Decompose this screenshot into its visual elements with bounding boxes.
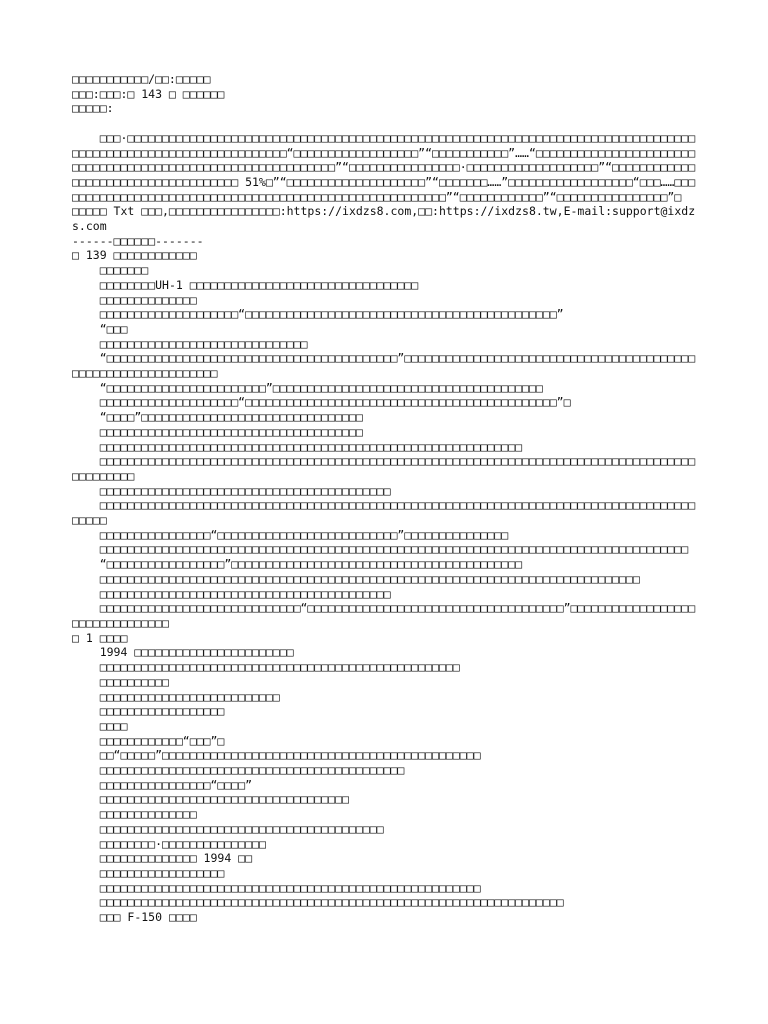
text-line: □□□□□□□□□□□□□□ <box>72 292 197 307</box>
text-line: □□□□□□□□□□□□□□□□□□□□“□□□□□□□□□□□□□□□□□□□□□□□□□□□□□□□□□□□□□□□□□□□□□”□ <box>72 395 571 410</box>
text-line: □□□□□□□□UH-1 □□□□□□□□□□□□□□□□□□□□□□□□□□□□□□□□□ <box>72 277 419 292</box>
text-line: □□□□□: <box>72 101 114 116</box>
text-line: □□□□□□□□□□□□□□ <box>72 807 197 822</box>
text-line: □□□□□□□□□□□□□□□□□□□□□□□□□□□□□□□□□□□□□□□□□□□□□□□□□□□□□□□□□□□□□□□□□□□ <box>72 895 564 910</box>
text-line: □□□□□□□□□□□□□□□□□□□□□□□□□□□□□□□□□□□□□□□□□□□□□□□□□□□□□□□□□□□□□□□□□□□□□□□□□□□□□□□□□□□□□ <box>72 542 689 557</box>
text-line: □□□□□□□□□□□□□□□□□□□□□□□□□□□□□□□□□□□□□□□□□□ <box>72 586 391 601</box>
text-line: ------□□□□□□------- <box>72 233 204 248</box>
text-line: □□□□□□□□□□□□□□□□□□□□□□□□□□□□□□□□□□□□□□□□□□□□□□□□□□□□□□□□□□□□□□□□□□□□□□□□□□□□□□□□□□□□□□□□□□□□□□□ <box>72 454 696 483</box>
text-line: □□□ F-150 □□□□ <box>72 910 197 925</box>
text-line: □□□□□□□□□□ <box>72 674 169 689</box>
text-line: □□□□□□□□□□□□□□□□□□ <box>72 865 225 880</box>
document-body <box>72 72 698 925</box>
text-line: □□□□□□□□□□□□□□□□□□□□□□□□□□□□□□□□□□□□□□□□□□□□□□□□□□□□□□□ <box>72 880 481 895</box>
text-line: “□□□□□□□□□□□□□□□□□□□□□□□”□□□□□□□□□□□□□□□□□□□□□□□□□□□□□□□□□□□□□□□ <box>72 380 543 395</box>
text-line: □□□□□□□□·□□□□□□□□□□□□□□□ <box>72 836 266 851</box>
text-line: □□□□□□□□□□□□□□□□□□□□□□□□□□□□□□□□□□□□□□□□□□□□□□□□□□□□□□□□□□□□□ <box>72 439 523 454</box>
text-line: □□□□□□□□□□□/□□:□□□□□ <box>72 72 211 86</box>
text-line: □□□□□□□□□□□□“□□□”□ <box>72 733 225 748</box>
text-line: □□□□ <box>72 718 128 733</box>
text-line: □□□:□□□:□ 143 □ □□□□□□ <box>72 86 225 101</box>
text-line: □□□□□□□□□□□□□□□□□□□□□□□□□□□□□□□□□□□□□□ <box>72 424 363 439</box>
text-line: □□□□□□□□□□□□□□□□□□□□□□□□□□□□□□□□□□□□□□□□□ <box>72 821 384 836</box>
text-line: □□□□□ Txt □□□,□□□□□□□□□□□□□□□□:https://ixdzs8.com,□□:https://ixdzs8.tw,E-mail:support@ixdzs.com <box>72 204 696 234</box>
text-line: □□□□□□□□□□□□□□□□□□□□□□□□□□□□□□□□□□□□□□□□□□□□□□□□□□□□ <box>72 660 460 675</box>
text-line: □□□□□□□□□□□□□□□□□□□□□□□□□□□□□□□□□□□□□□□□□□□□□□□□□□□□□□□□□□□□□□□□□□□□□□□□□□□□□□□□□□□□□□□□□□□ <box>72 498 696 528</box>
text-line: “□□□□□□□□□□□□□□□□□”□□□□□□□□□□□□□□□□□□□□□□□□□□□□□□□□□□□□□□□□□□ <box>72 557 523 572</box>
text-line: □ 1 □□□□ <box>72 630 128 645</box>
text-line: □□□□□□□□□□□□□□ 1994 □□ <box>72 851 253 866</box>
text-line: “□□□□□□□□□□□□□□□□□□□□□□□□□□□□□□□□□□□□□□□□□□”□□□□□□□□□□□□□□□□□□□□□□□□□□□□□□□□□□□□□□□□□□□□□□□□□□□□□□□□□□□□□□□ <box>72 351 696 381</box>
text-line: □□□□□□□□□□□□□□□□□□□□□□□□□□ <box>72 689 280 704</box>
text-line: □□□□□□□□□□□□□□□□□□□□□□□□□□□□□□□□□□□□ <box>72 792 349 807</box>
text-line: 1994 □□□□□□□□□□□□□□□□□□□□□□□ <box>72 645 294 660</box>
text-line: “□□□□”□□□□□□□□□□□□□□□□□□□□□□□□□□□□□□□□ <box>72 410 363 425</box>
text-line: □□□□□□□□□□□□□□□□□□□□□□□□□□□□□□□□□□□□□□□□□□□□□□□□□□□□□□□□□□□□□□□□□□□□□□□□□□□□□□ <box>72 571 640 586</box>
text-line: □□□□□□□ <box>72 263 149 278</box>
text-line <box>72 116 698 131</box>
text-line: □□□□□□□□□□□□□□□□□□ <box>72 704 225 719</box>
text-line: □□“□□□□□”□□□□□□□□□□□□□□□□□□□□□□□□□□□□□□□□□□□□□□□□□□□□□□ <box>72 748 481 763</box>
text-line: □□□□□□□□□□□□□□□□“□□□□□□□□□□□□□□□□□□□□□□□□□□”□□□□□□□□□□□□□□□ <box>72 527 509 542</box>
text-line: □ 139 □□□□□□□□□□□□ <box>72 248 197 263</box>
text-line: □□□·□□□□□□□□□□□□□□□□□□□□□□□□□□□□□□□□□□□□□□□□□□□□□□□□□□□□□□□□□□□□□□□□□□□□□□□□□□□□□□□□□□□□□□□□□□□□□□□□□□□□□□□□□□□□□□□□□“□□□□□□□□□□□□□□□□□□”“□□□□□□□□□□□”……“□□□□□□□□□□□□□□□□□□□□□□□□□□□□□□□□□□□□□□□□□□□□□□□□□□□□□□□□□□□□□”“□□□□□□□□□□□□□□□□·□□□□□□□□□□□□□□□□□□□”“□□□□□□□□□□□□□□□□□□□□□□□□□□□□□□□□□□□□ 51%□”“□□□□□□□□□□□□□□□□□□□□”“□□□□□□□……”□□□□□□□□□□□□□□□□□□“□□□……□□□□□□□□□□□□□□□□□□□□□□□□□□□□□□□□□□□□□□□□□□□□□□□□□□□□□□□□□”“□□□□□□□□□□□□”“□□□□□□□□□□□□□□□□”□ <box>72 130 696 204</box>
text-line: □□□□□□□□□□□□□□□□□□□□“□□□□□□□□□□□□□□□□□□□□□□□□□□□□□□□□□□□□□□□□□□□□□” <box>72 307 564 322</box>
text-line: □□□□□□□□□□□□□□□□□□□□□□□□□□□□□□□□□□□□□□□□□□ <box>72 483 391 498</box>
text-line: □□□□□□□□□□□□□□□□□□□□□□□□□□□□□□ <box>72 336 308 351</box>
text-line: “□□□ <box>72 321 128 336</box>
text-line: □□□□□□□□□□□□□□□□□□□□□□□□□□□□□□□□□□□□□□□□□□□□ <box>72 763 405 778</box>
text-line: □□□□□□□□□□□□□□□□□□□□□□□□□□□□□“□□□□□□□□□□□□□□□□□□□□□□□□□□□□□□□□□□□□□”□□□□□□□□□□□□□□□□□□□□□□□□□□□□□□□□ <box>72 601 696 630</box>
text-line: □□□□□□□□□□□□□□□□“□□□□” <box>72 777 253 792</box>
